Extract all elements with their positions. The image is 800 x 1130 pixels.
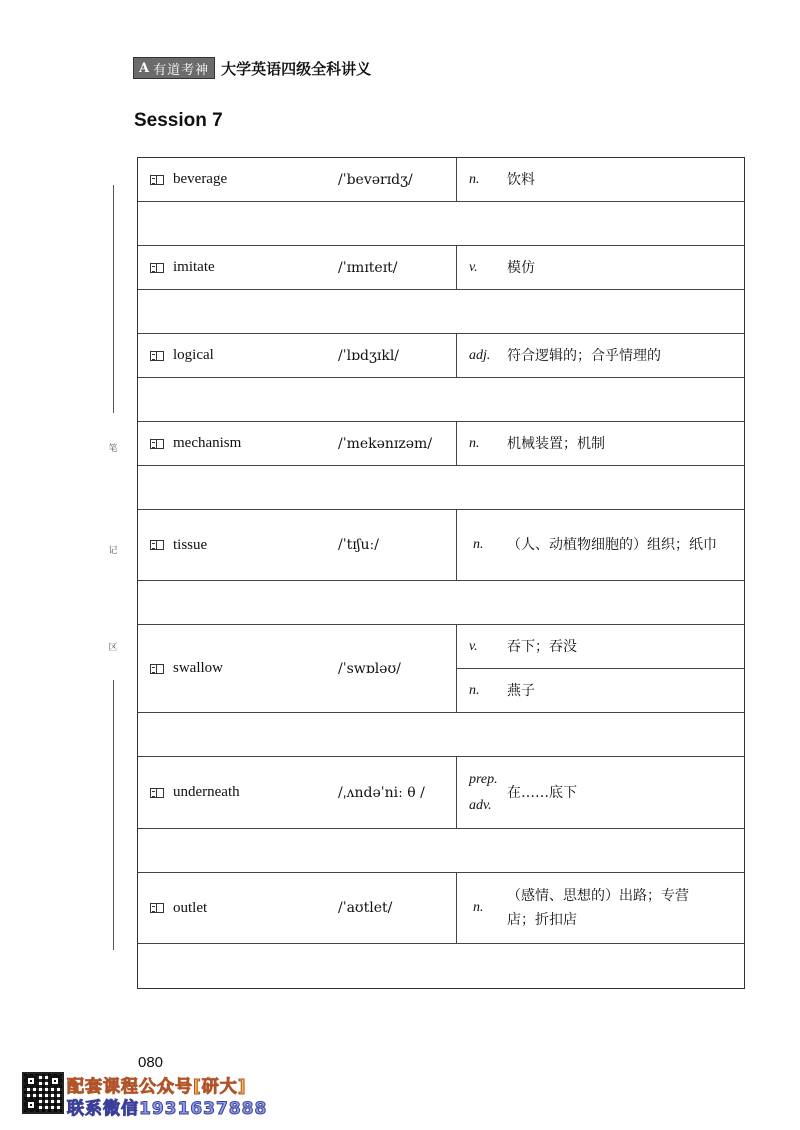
vocab-row (138, 334, 744, 378)
notes-blank-row (138, 202, 744, 246)
meaning: 模仿 (507, 259, 535, 276)
notes-blank-row (138, 944, 744, 988)
open-book-icon (150, 263, 164, 273)
brand-logo (133, 57, 215, 79)
word: outlet (173, 899, 208, 916)
qr-finder-icon (25, 1075, 37, 1087)
word: underneath (173, 784, 240, 800)
word: mechanism (173, 435, 242, 451)
qr-finder-icon (49, 1075, 61, 1087)
meaning: 符合逻辑的；合乎情理的 (507, 347, 661, 364)
definition (457, 246, 744, 289)
vocab-row (138, 625, 744, 713)
definition-cell (457, 510, 744, 580)
meaning: 在……底下 (507, 784, 577, 801)
word-cell (138, 246, 457, 289)
brand-mark-icon: A (139, 60, 151, 76)
vocabulary-table (137, 157, 745, 989)
meaning: （感情、思想的）出路；专营店；折扣店 (507, 888, 689, 928)
part-of-speech: v. (469, 259, 478, 275)
definition-cell (457, 873, 744, 943)
phonetic: /ˈmekənɪzəm/ (338, 435, 433, 452)
word-cell (138, 510, 457, 580)
word: tissue (173, 536, 208, 553)
definition-cell (457, 246, 744, 289)
notes-blank-row (138, 378, 744, 422)
definition-cell (457, 757, 744, 828)
open-book-icon (150, 439, 164, 449)
definition (457, 625, 744, 669)
phonetic: /ˈaʊtlet/ (338, 900, 393, 916)
phonetic: /ˈɪmɪteɪt/ (338, 259, 398, 276)
meaning: 机械装置；机制 (507, 435, 605, 452)
margin-label: 笔 (108, 444, 118, 454)
notes-blank-row (138, 829, 744, 873)
qr-finder-icon (25, 1099, 37, 1111)
margin-label: 记 (108, 546, 118, 556)
definition (457, 757, 744, 828)
brand-name: 有道考神 (153, 62, 210, 78)
part-of-speech-primary: prep. (469, 771, 498, 787)
vocab-row (138, 246, 744, 290)
word-cell (138, 757, 457, 828)
meaning: （人、动植物细胞的）组织；纸巾 (507, 537, 717, 553)
word-cell (138, 334, 457, 377)
part-of-speech: adj. (469, 347, 491, 363)
session-title: Session 7 (134, 110, 223, 131)
definition-cell (457, 334, 744, 377)
page-header (133, 56, 371, 80)
word: swallow (173, 660, 223, 676)
notes-blank-row (138, 581, 744, 625)
meaning: 吞下；吞没 (507, 638, 577, 655)
phonetic: /ˈswɒləʊ/ (338, 660, 401, 677)
part-of-speech: n. (469, 682, 480, 698)
word: beverage (173, 171, 228, 187)
word: logical (173, 347, 214, 363)
part-of-speech (457, 767, 507, 819)
definition (457, 334, 744, 377)
part-of-speech: n. (473, 537, 484, 552)
vocab-row (138, 757, 744, 829)
open-book-icon (150, 664, 164, 674)
promo-line-2: 联系微信1931637888 (67, 1099, 268, 1119)
margin-divider (113, 185, 114, 413)
notes-blank-row (138, 466, 744, 510)
open-book-icon (150, 903, 164, 913)
part-of-speech-secondary: adv. (469, 797, 492, 813)
part-of-speech: v. (469, 638, 478, 654)
word-cell (138, 873, 457, 943)
phonetic: /ˌʌndəˈniː θ / (338, 784, 425, 801)
definition (457, 873, 744, 943)
meaning: 饮料 (507, 171, 535, 188)
definition-cell (457, 625, 744, 712)
word-cell (138, 422, 457, 465)
phonetic: /ˈbevərɪdʒ/ (338, 171, 413, 188)
margin-label: 区 (108, 643, 118, 653)
vocab-row (138, 422, 744, 466)
word-cell (138, 158, 457, 201)
phonetic: /ˈtɪʃuː/ (338, 537, 379, 553)
vocab-row (138, 510, 744, 581)
vocab-row (138, 873, 744, 944)
margin-divider (113, 680, 114, 950)
qr-code-icon (22, 1072, 64, 1114)
part-of-speech: n. (473, 900, 484, 915)
definition (457, 158, 744, 201)
meaning: 燕子 (507, 682, 535, 699)
notes-blank-row (138, 290, 744, 334)
open-book-icon (150, 351, 164, 361)
definition (457, 422, 744, 465)
notes-blank-row (138, 713, 744, 757)
book-title: 大学英语四级全科讲义 (221, 59, 372, 78)
definition-cell (457, 158, 744, 201)
promo-line-1: 配套课程公众号[研大] (67, 1077, 247, 1097)
word-cell (138, 625, 457, 712)
word: imitate (173, 259, 215, 275)
part-of-speech: n. (469, 171, 480, 187)
definition-cell (457, 422, 744, 465)
vocab-row (138, 158, 744, 202)
definition (457, 669, 744, 712)
part-of-speech: n. (469, 435, 480, 451)
page-number: 080 (138, 1054, 164, 1071)
open-book-icon (150, 540, 164, 550)
definition (457, 510, 744, 580)
open-book-icon (150, 175, 164, 185)
phonetic: /ˈlɒdʒɪkl/ (338, 347, 400, 364)
open-book-icon (150, 788, 164, 798)
